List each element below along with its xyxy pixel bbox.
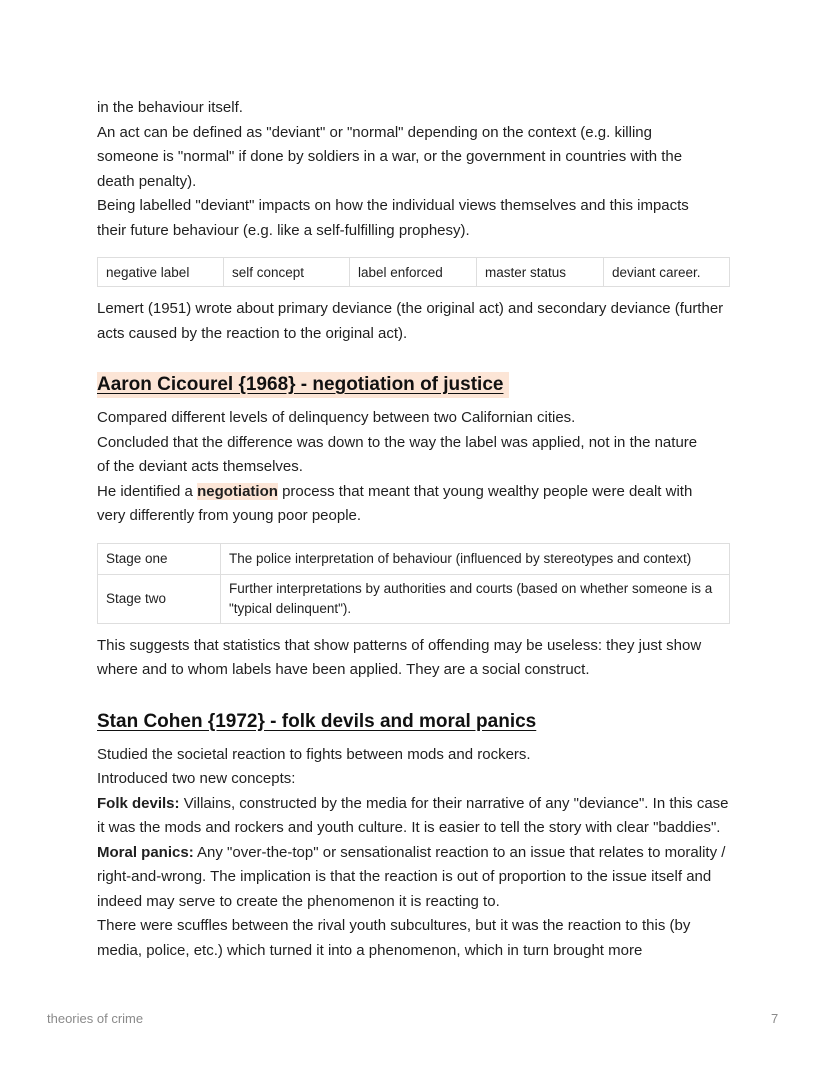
paragraph: This suggests that statistics that show patterns of offending may be useless: they just show where and to whom labels have been applied. They are a social construct. — [97, 636, 702, 678]
paragraph — [97, 480, 722, 529]
text: Villains, constructed by the media for their narrative of any "deviance". In this case it was the mods and rockers and youth culture. It is easier to tell the story with clear "baddies". — [97, 794, 729, 836]
stage-label: Stage two — [98, 574, 221, 623]
text: Any "over-the-top" or sensationalist reaction to an issue that relates to morality / right-and-wrong. The implication is that the reaction is out of proportion to the issue itself and indeed may serve to create the phenomenon it is reacting to. — [97, 843, 726, 910]
page-number: 7 — [771, 1011, 779, 1026]
paragraph: There were scuffles between the rival youth subcultures, but it was the reaction to this (by media, police, etc.) which turned it into a phenomenon, which in turn brought more — [97, 917, 691, 959]
table-row — [98, 258, 730, 287]
stage-label: Stage one — [98, 543, 221, 574]
text: process that meant that young wealthy people were dealt with very differently from young poor people. — [97, 482, 693, 524]
paragraph: An act can be defined as "deviant" or "normal" depending on the context (e.g. killing someone is "normal" if done by soldiers in a war, or the government in countries with the death penalty). — [97, 123, 683, 190]
label-flow-table — [97, 257, 730, 287]
paragraph: Lemert (1951) wrote about primary deviance (the original act) and secondary deviance (further acts caused by the reaction to the original act). — [97, 300, 724, 342]
table-row — [98, 574, 730, 623]
section-heading-cicourel: Aaron Cicourel {1968} - negotiation of justice — [97, 372, 509, 398]
page-content — [97, 96, 737, 963]
paragraph — [97, 841, 727, 915]
section-heading-cohen: Stan Cohen {1972} - folk devils and moral panics — [97, 710, 537, 732]
footer-title: theories of crime — [47, 1011, 144, 1026]
table-row — [98, 543, 730, 574]
stage-text: The police interpretation of behaviour (influenced by stereotypes and context) — [221, 543, 730, 574]
stages-table — [97, 543, 730, 624]
table-cell: master status — [477, 258, 604, 287]
table-cell: self concept — [224, 258, 350, 287]
term-moral-panics: Moral panics: — [97, 843, 194, 861]
table-cell: deviant career. — [604, 258, 730, 287]
paragraph: Compared different levels of delinquency between two Californian cities. — [97, 409, 576, 426]
paragraph: Studied the societal reaction to fights between mods and rockers. — [97, 745, 531, 763]
term-folk-devils: Folk devils: — [97, 794, 180, 812]
paragraph — [97, 792, 729, 841]
text: He identified a — [97, 482, 198, 500]
paragraph: Being labelled "deviant" impacts on how the individual views themselves and this impacts their future behaviour (e.g. like a self-fulfilling prophesy). — [97, 197, 689, 239]
paragraph: in the behaviour itself. — [97, 99, 243, 116]
highlighted-term: negotiation — [197, 482, 278, 500]
paragraph: Introduced two new concepts: — [97, 770, 296, 787]
table-cell: negative label — [98, 258, 224, 287]
paragraph: Concluded that the difference was down to the way the label was applied, not in the nature of the deviant acts themselves. — [97, 433, 698, 475]
stage-text: Further interpretations by authorities and courts (based on whether someone is a "typical delinquent"). — [221, 574, 730, 623]
table-cell: label enforced — [350, 258, 477, 287]
